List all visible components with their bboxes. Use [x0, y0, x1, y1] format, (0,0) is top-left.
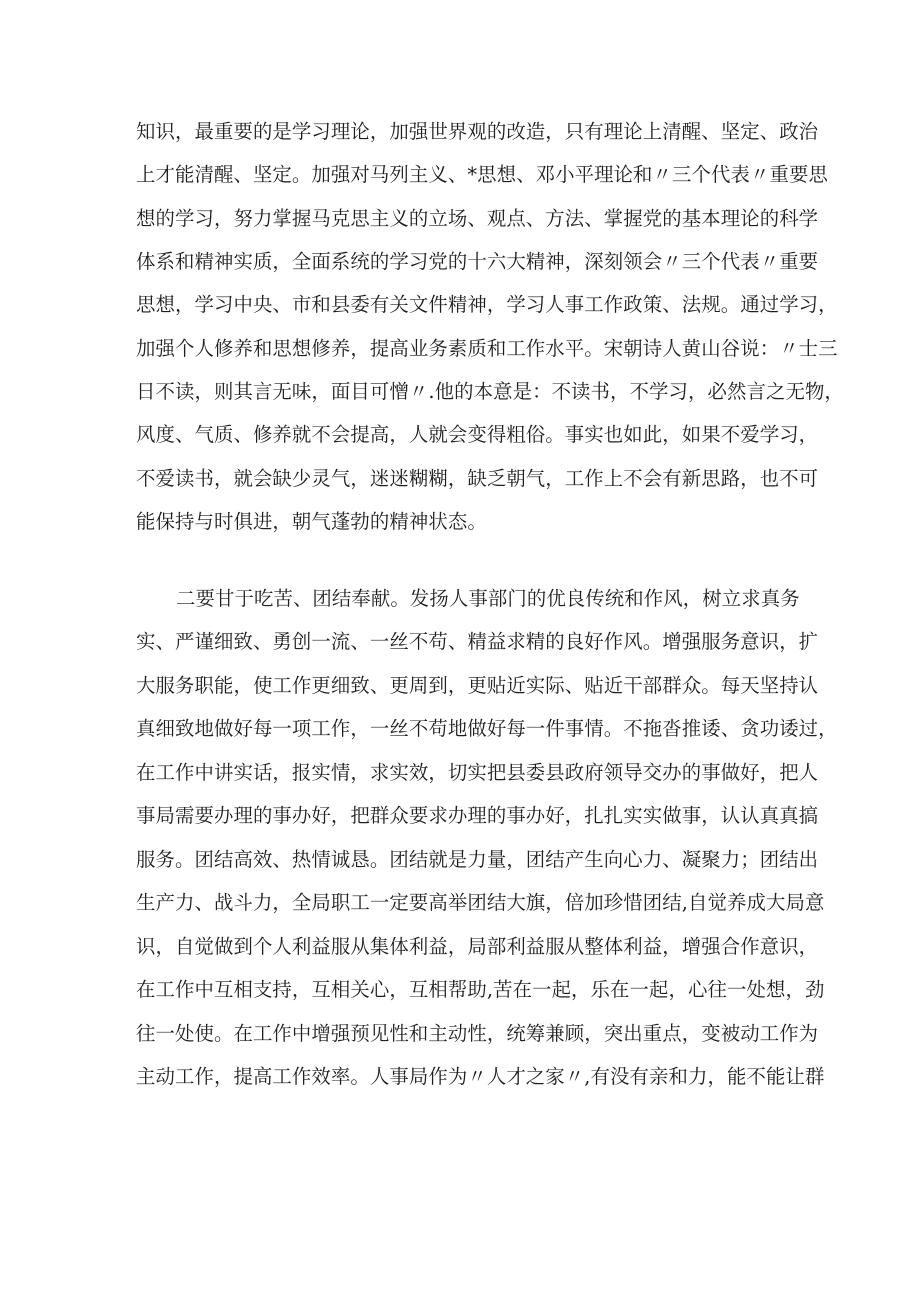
paragraph-first-line: 二要甘于吃苦、团结奉献。发扬人事部门的优良传统和作风，树立求真务	[176, 587, 800, 610]
text-line: 想的学习，努力掌握马克思主义的立场、观点、方法、掌握党的基本理论的科学	[136, 207, 819, 230]
text-line: 知识，最重要的是学习理论，加强世界观的改造，只有理论上清醒、坚定、政治	[136, 120, 819, 143]
text-line: 服务。团结高效、热情诚恳。团结就是力量，团结产生向心力、凝聚力；团结出	[136, 848, 819, 871]
text-line: 生产力、战斗力，全局职工一定要高举团结大旗，倍加珍惜团结,自觉养成大局意	[136, 891, 825, 914]
text-line: 上才能清醒、坚定。加强对马列主义、*思想、邓小平理论和〃三个代表〃重要思	[136, 163, 828, 186]
text-line: 在工作中讲实话，报实情，求实效，切实把县委县政府领导交办的事做好，把人	[136, 761, 819, 784]
text-line: 体系和精神实质，全面系统的学习党的十六大精神，深刻领会〃三个代表〃重要	[136, 250, 819, 273]
text-line: 思想，学习中央、市和县委有关文件精神，学习人事工作政策、法规。通过学习，	[136, 293, 838, 316]
text-line: 日不读，则其言无味，面目可憎〃.他的本意是：不读书，不学习，必然言之无物，	[136, 380, 844, 403]
text-line: 实、严谨细致、勇创一流、一丝不苟、精益求精的良好作风。增强服务意识，扩	[136, 630, 819, 653]
text-line: 不爱读书，就会缺少灵气，迷迷糊糊，缺乏朝气，工作上不会有新思路，也不可	[136, 467, 819, 490]
text-line: 识，自觉做到个人利益服从集体利益，局部利益服从整体利益，增强合作意识，	[136, 935, 819, 958]
text-line: 加强个人修养和思想修养，提高业务素质和工作水平。宋朝诗人黄山谷说：〃士三	[136, 337, 838, 360]
text-line: 能保持与时俱进，朝气蓬勃的精神状态。	[136, 510, 487, 533]
text-line: 风度、气质、修养就不会提高，人就会变得粗俗。事实也如此，如果不爱学习，	[136, 423, 819, 446]
text-line: 事局需要办理的事办好，把群众要求办理的事办好，扎扎实实做事，认认真真搞	[136, 804, 819, 827]
text-line: 大服务职能，使工作更细致、更周到，更贴近实际、贴近干部群众。每天坚持认	[136, 674, 819, 697]
text-line: 往一处使。在工作中增强预见性和主动性，统筹兼顾，突出重点，变被动工作为	[136, 1022, 819, 1045]
text-line: 主动工作，提高工作效率。人事局作为〃人才之家〃,有没有亲和力，能不能让群	[136, 1065, 825, 1088]
text-line: 在工作中互相支持，互相关心，互相帮助,苦在一起，乐在一起，心往一处想，劲	[136, 978, 825, 1001]
text-line: 真细致地做好每一项工作，一丝不苟地做好每一件事情。不拖沓推诿、贪功诿过，	[136, 717, 838, 740]
